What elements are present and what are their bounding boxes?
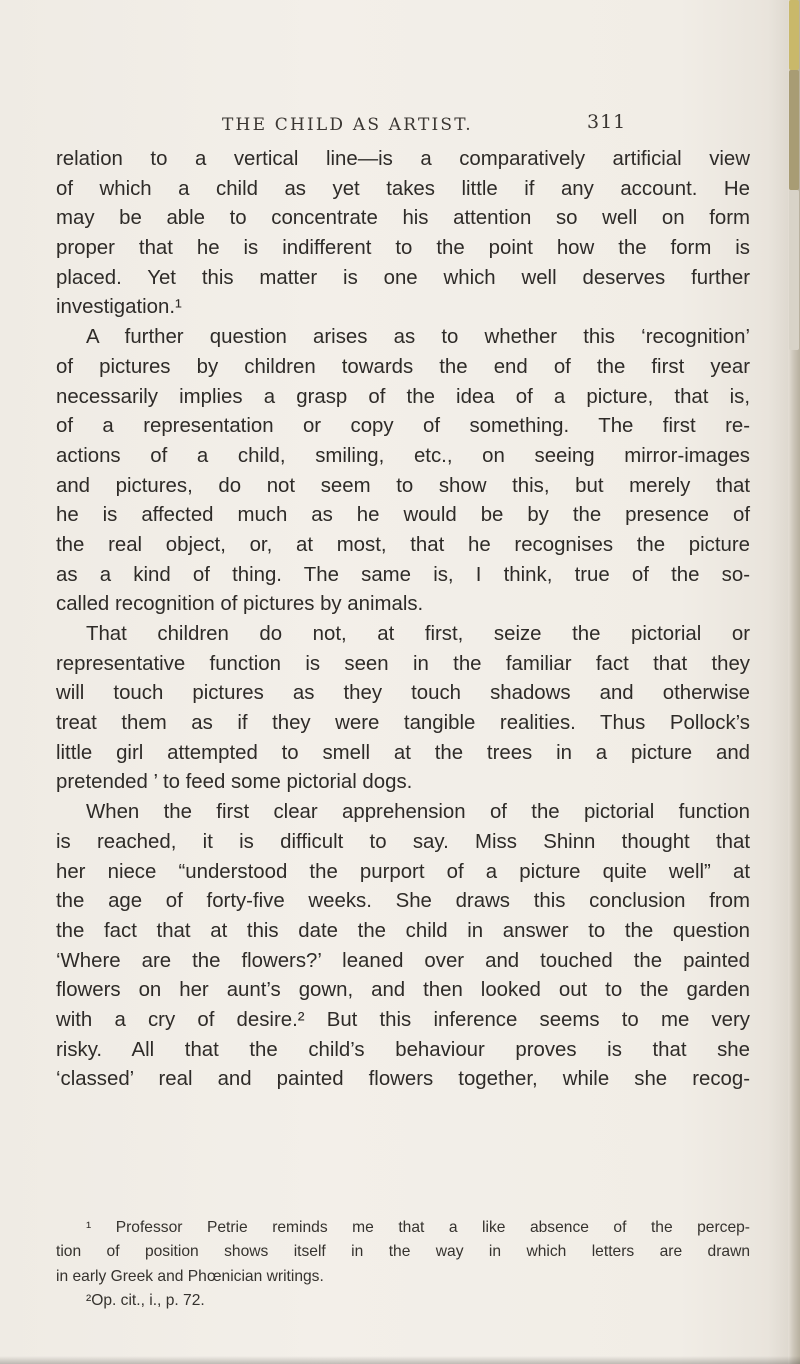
text-line: little girl attempted to smell at the trees in a picture and — [56, 741, 750, 764]
footnote-line: tion of position shows itself in the way in which letters are drawn — [56, 1243, 750, 1261]
page-edge — [788, 0, 800, 1364]
text-line: actions of a child, smiling, etc., on seeing mirror-images — [56, 444, 750, 467]
text-line: the age of forty-five weeks. She draws this conclusion from — [56, 890, 750, 913]
page-edge-stain — [789, 190, 799, 350]
page-header — [0, 111, 800, 141]
text-line: That children do not, at first, seize the pictorial or — [86, 623, 750, 645]
text-line: and pictures, do not seem to show this, but merely that — [56, 474, 750, 497]
text-line: the real object, or, at most, that he recognises the picture — [56, 533, 750, 556]
text-line: representative function is seen in the familiar fact that they — [56, 652, 750, 675]
body-text — [56, 145, 750, 1095]
text-line: as a kind of thing. The same is, I think, true of the so- — [56, 563, 750, 586]
page-bottom-shadow — [0, 1356, 800, 1364]
text-line: may be able to concentrate his attention so well on form — [56, 207, 750, 230]
text-line: investigation.¹ — [56, 296, 182, 319]
text-line: placed. Yet this matter is one which well deserves further — [56, 266, 750, 289]
footnote-line: ¹ Professor Petrie reminds me that a like absence of the percep- — [86, 1219, 750, 1236]
text-line: proper that he is indifferent to the point how the form is — [56, 237, 750, 260]
text-line: of pictures by children towards the end of the first year — [56, 355, 750, 378]
text-line: When the first clear apprehension of the pictorial function — [86, 801, 750, 824]
footnote-line: in early Greek and Phœnician writings. — [56, 1267, 324, 1285]
text-line: her niece “understood the purport of a picture quite well” at — [56, 860, 750, 883]
text-line: ‘classed’ real and painted flowers together, while she recog- — [56, 1068, 750, 1091]
text-line: flowers on her aunt’s gown, and then looked out to the garden — [56, 979, 750, 1002]
text-line: is reached, it is difficult to say. Miss Shinn thought that — [56, 830, 750, 853]
text-line: the fact that at this date the child in answer to the question — [56, 919, 750, 942]
text-line: risky. All that the child’s behaviour proves is that she — [56, 1038, 750, 1061]
footnote-line: ²Op. cit., i., p. 72. — [86, 1292, 205, 1310]
text-line: of a representation or copy of something. The first re- — [56, 415, 750, 438]
text-line: necessarily implies a grasp of the idea of a picture, that is, — [56, 385, 750, 408]
page-number: 311 — [587, 111, 627, 133]
text-line: called recognition of pictures by animals. — [56, 593, 424, 616]
text-line: ‘Where are the flowers?’ leaned over and touched the painted — [56, 949, 750, 972]
text-line: A further question arises as to whether this ‘recognition’ — [86, 326, 750, 349]
text-line: pretended ’ to feed some pictorial dogs. — [56, 771, 413, 794]
text-line: relation to a vertical line—is a comparatively artificial view — [56, 148, 750, 170]
text-line: of which a child as yet takes little if any account. He — [56, 177, 750, 200]
text-line: treat them as if they were tangible realities. Thus Pollock’s — [56, 712, 750, 735]
text-line: will touch pictures as they touch shadows and otherwise — [56, 682, 750, 705]
page-edge-stain — [789, 0, 799, 70]
text-line: with a cry of desire.² But this inference seems to me very — [56, 1008, 750, 1031]
text-line: he is affected much as he would be by the presence of — [56, 504, 750, 527]
footnotes — [56, 1216, 750, 1314]
running-head: THE CHILD AS ARTIST. — [222, 115, 473, 135]
